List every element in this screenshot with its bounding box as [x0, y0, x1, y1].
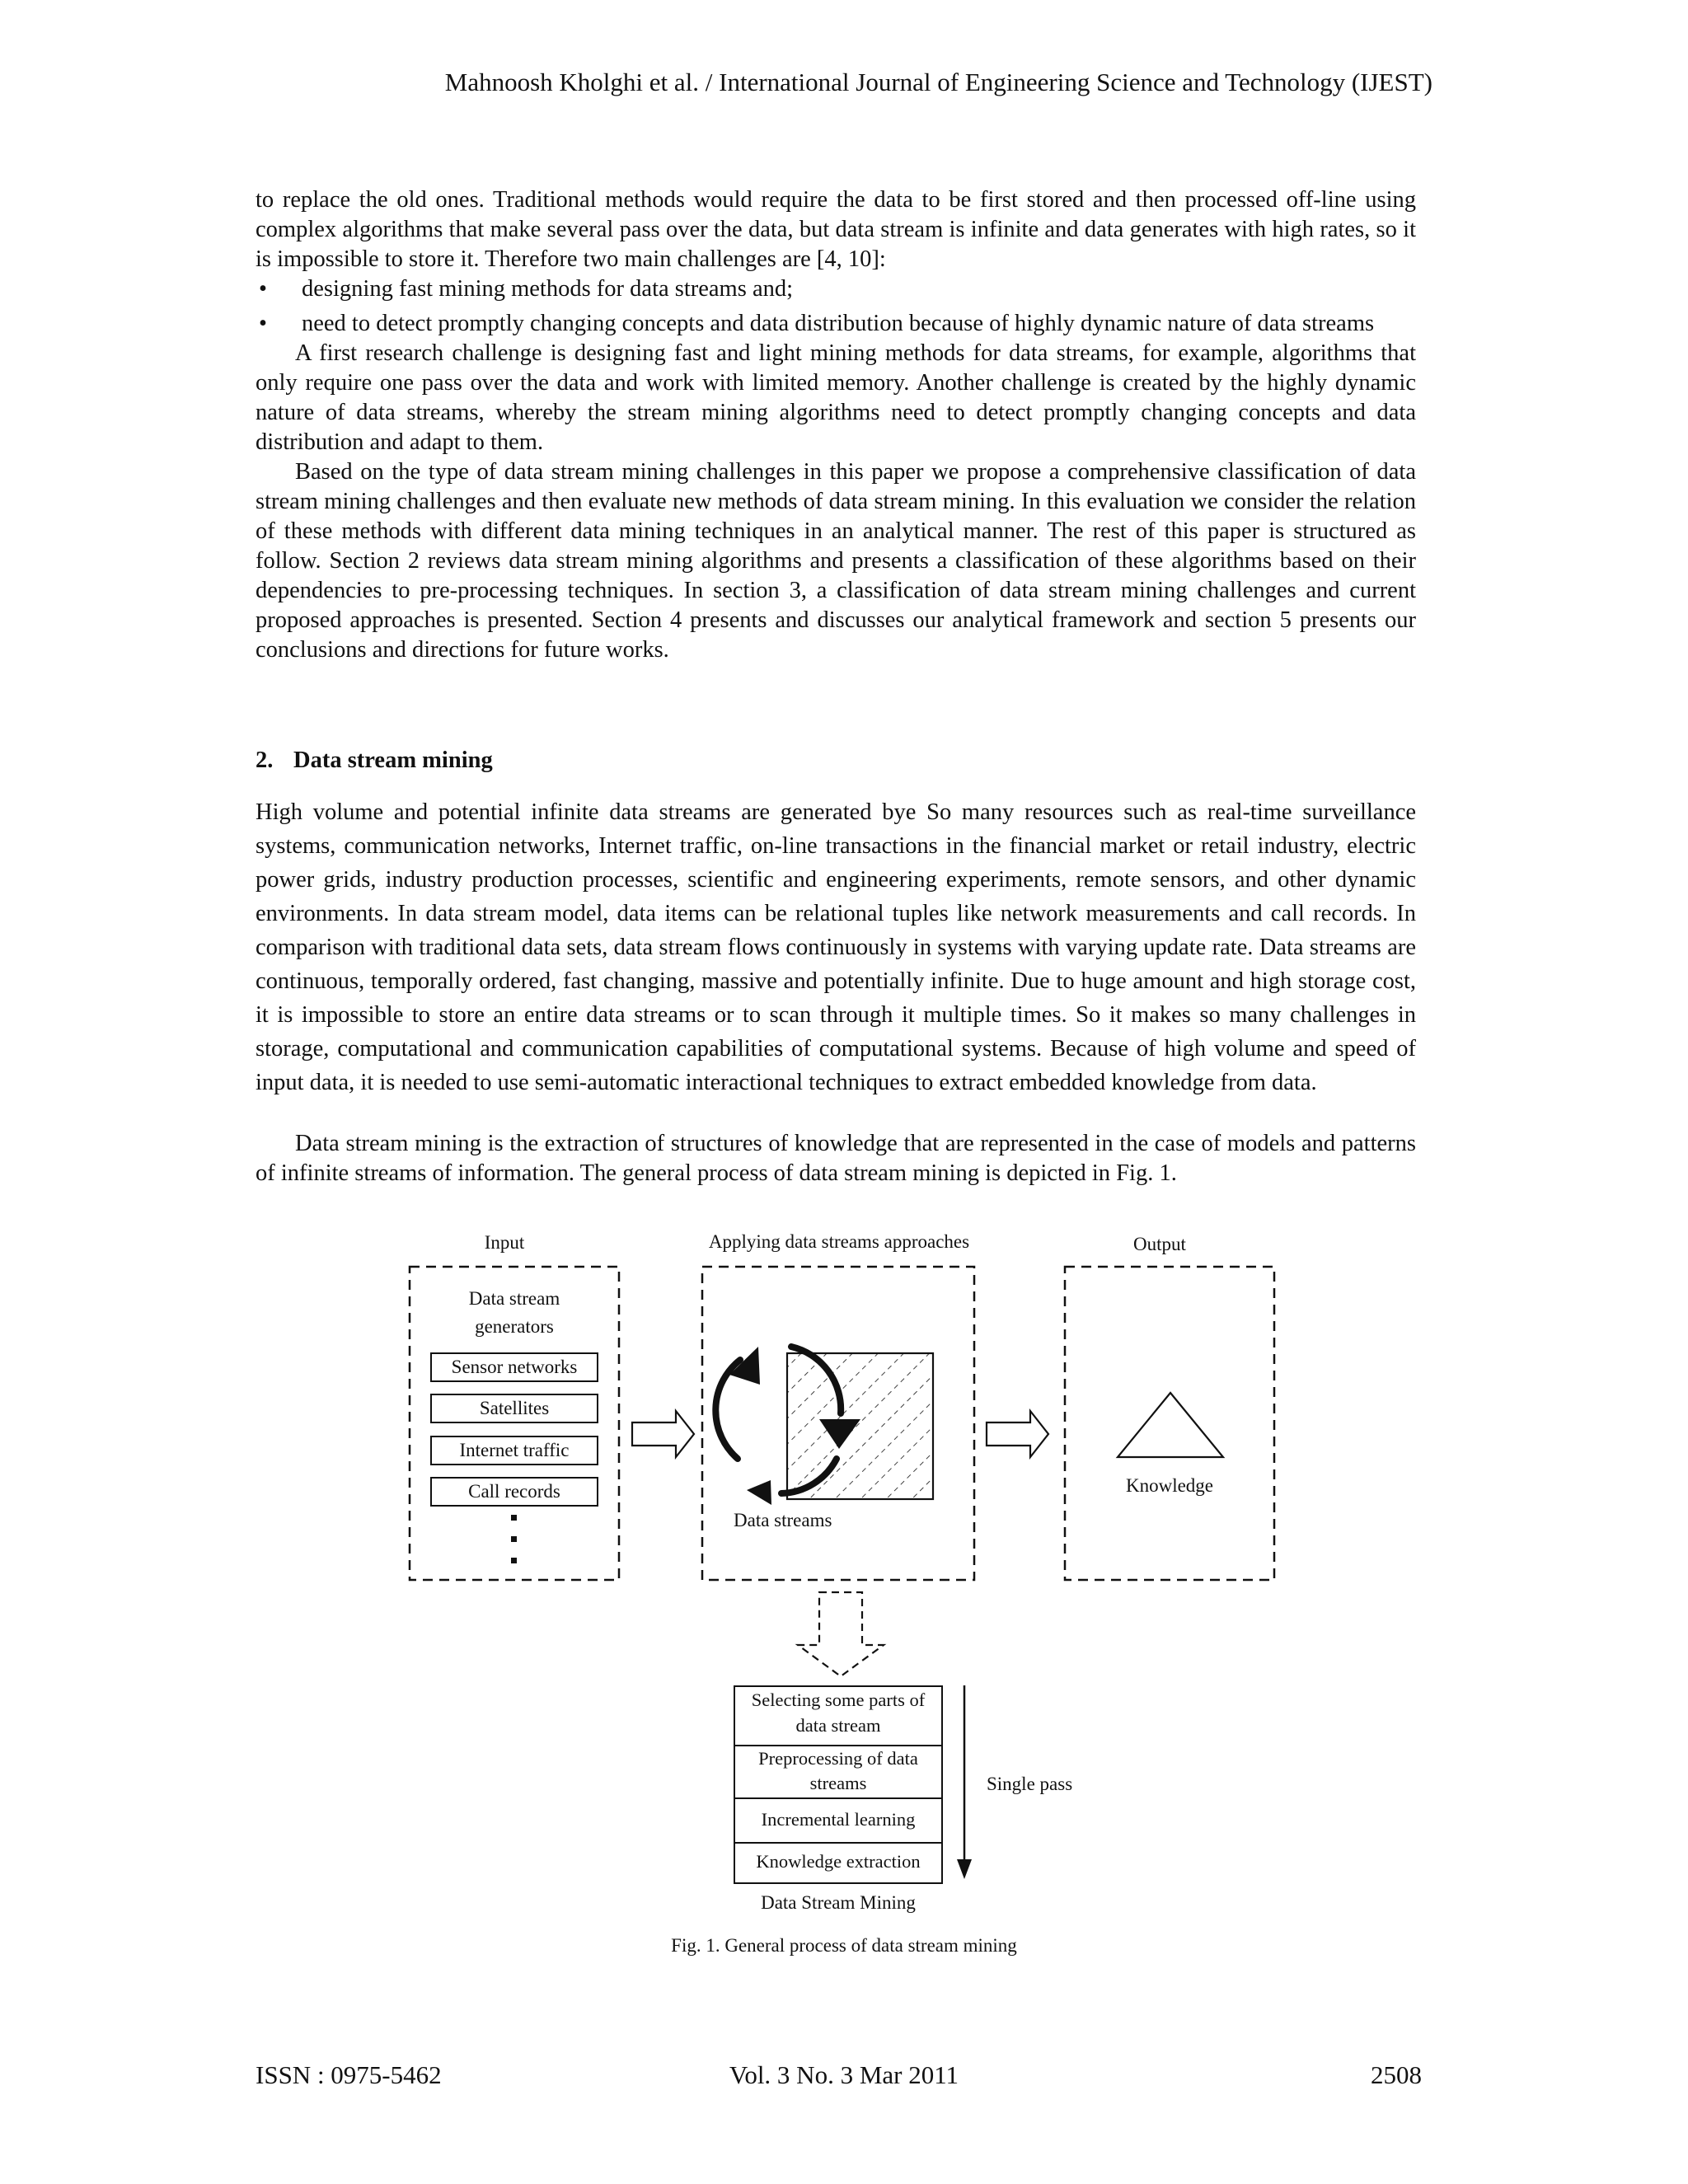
- challenge-item-2: • need to detect promptly changing concepts and data distribution because of highly dynamic nature of data streams: [256, 309, 1416, 339]
- section-2-body: [256, 795, 1416, 1099]
- step-knowledge-extraction: [734, 1844, 943, 1884]
- section-2-paragraph-2: Data stream mining is the extraction of structures of knowledge that are represented in the case of models and patterns of infinite streams of information. The general process of data stream mining is depicted in Fig. 1.: [256, 1131, 1416, 1186]
- section-title: Data stream mining: [293, 748, 493, 773]
- challenge-list: [256, 274, 1416, 339]
- section-2-heading: [256, 746, 493, 776]
- intro-paragraph-1: to replace the old ones. Traditional methods would require the data to be first stored and then processed off-line using complex algorithms that make several pass over the data, but data stream is infinite and data generates with high rates, so it is impossible to store it. Therefore two main challenges are [4, 10]:: [256, 187, 1416, 272]
- generators-title-line2: generators: [475, 1316, 554, 1337]
- bullet-icon: •: [259, 276, 267, 302]
- ellipsis-dot: [511, 1515, 517, 1521]
- step-selecting-line2: data stream: [795, 1715, 881, 1736]
- approaches-title: Applying data streams approaches: [708, 1231, 970, 1252]
- input-title: Input: [484, 1232, 525, 1253]
- generator-internet-traffic: Internet traffic: [430, 1436, 598, 1465]
- generators-title-line1: Data stream: [468, 1288, 560, 1309]
- section-number: 2.: [256, 748, 274, 773]
- output-title: Output: [1133, 1234, 1186, 1254]
- challenge-item-1: • designing fast mining methods for data streams and;: [256, 274, 1416, 304]
- step-preprocessing-line1: Preprocessing of data: [758, 1748, 918, 1769]
- ellipsis-dot: [511, 1558, 517, 1563]
- figure-caption: Fig. 1. General process of data stream mining: [671, 1935, 1017, 1956]
- step-preprocessing: [734, 1746, 943, 1799]
- mining-label: Data Stream Mining: [761, 1892, 916, 1913]
- cycle-arrowhead: [729, 1347, 760, 1385]
- step-knowledge-extraction-line1: Knowledge extraction: [756, 1851, 921, 1872]
- intro-paragraph-2: A first research challenge is designing fast and light mining methods for data streams, for example, algorithms that only require one pass over the data and work with limited memory. Another challenge is created by the highly dynamic nature of data streams, whereby the stream mining algorithms need to detect promptly changing concepts and data distribution and adapt to them.: [256, 340, 1416, 455]
- approaches-box: [702, 1267, 974, 1580]
- footer-page-number: 2508: [1371, 2060, 1422, 2089]
- data-streams-label: Data streams: [734, 1510, 832, 1530]
- step-incremental: [734, 1799, 943, 1844]
- bullet-icon: •: [259, 311, 267, 336]
- cycle-arrowhead: [819, 1419, 860, 1449]
- output-box: [1065, 1267, 1274, 1580]
- generator-call-records: Call records: [430, 1477, 598, 1507]
- step-selecting: [734, 1685, 943, 1746]
- intro-block: [256, 185, 1416, 665]
- knowledge-triangle-icon: [1118, 1393, 1223, 1457]
- section-2-paragraph-1: High volume and potential infinite data streams are generated bye So many resources such as real-time surveillance systems, communication networks, Internet traffic, on-line transactions in the financial market or retail industry, electric power grids, industry production processes, scientific and engineering experiments, remote sensors, and other dynamic environments. In data stream model, data items can be relational tuples like network measurements and call records. In comparison with traditional data sets, data stream flows continuously in systems with varying update rate. Data streams are continuous, temporally ordered, fast changing, massive and potentially infinite. Due to huge amount and high storage cost, it is impossible to store an entire data streams or to scan through it multiple times. So it makes so many challenges in storage, computational and communication capabilities of computational systems. Because of high volume and speed of input data, it is needed to use semi-automatic interactional techniques to extract embedded knowledge from data.: [256, 799, 1416, 1095]
- generator-satellites: Satellites: [430, 1394, 598, 1423]
- input-box: [410, 1267, 619, 1580]
- running-header: Mahnoosh Kholghi et al. / International Journal of Engineering Science and Technology (IJEST): [444, 68, 1432, 96]
- cycle-arrows-icon: [715, 1347, 841, 1493]
- arrow-down-dashed-icon: [798, 1592, 884, 1676]
- ellipsis-dot: [511, 1536, 517, 1542]
- step-incremental-line1: Incremental learning: [761, 1809, 916, 1830]
- knowledge-label: Knowledge: [1125, 1475, 1214, 1496]
- section-2-body-2: [256, 1129, 1416, 1188]
- step-selecting-line1: Selecting some parts of: [751, 1690, 926, 1710]
- data-stream-hatched-square: [787, 1353, 933, 1499]
- step-preprocessing-line2: streams: [809, 1773, 867, 1793]
- footer-volume: Vol. 3 No. 3 Mar 2011: [729, 2060, 959, 2089]
- single-pass-label: Single pass: [987, 1774, 1073, 1794]
- cycle-arrowhead: [747, 1480, 771, 1505]
- arrow-right-icon: [632, 1411, 694, 1457]
- generator-sensor-networks: Sensor networks: [430, 1352, 598, 1382]
- footer-issn: ISSN : 0975-5462: [256, 2060, 442, 2089]
- arrow-down-icon: [957, 1859, 972, 1879]
- intro-paragraph-3: Based on the type of data stream mining challenges in this paper we propose a comprehensive classification of data stream mining challenges and then evaluate new methods of data stream mining. In this evaluation we consider the relation of these methods with different data mining techniques in an analytical manner. The rest of this paper is structured as follow. Section 2 reviews data stream mining algorithms and presents a classification of these algorithms based on their dependencies to pre-processing techniques. In section 3, a classification of data stream mining challenges and current proposed approaches is presented. Section 4 presents and discusses our analytical framework and section 5 presents our conclusions and directions for future works.: [256, 459, 1416, 663]
- arrow-right-icon: [987, 1411, 1048, 1457]
